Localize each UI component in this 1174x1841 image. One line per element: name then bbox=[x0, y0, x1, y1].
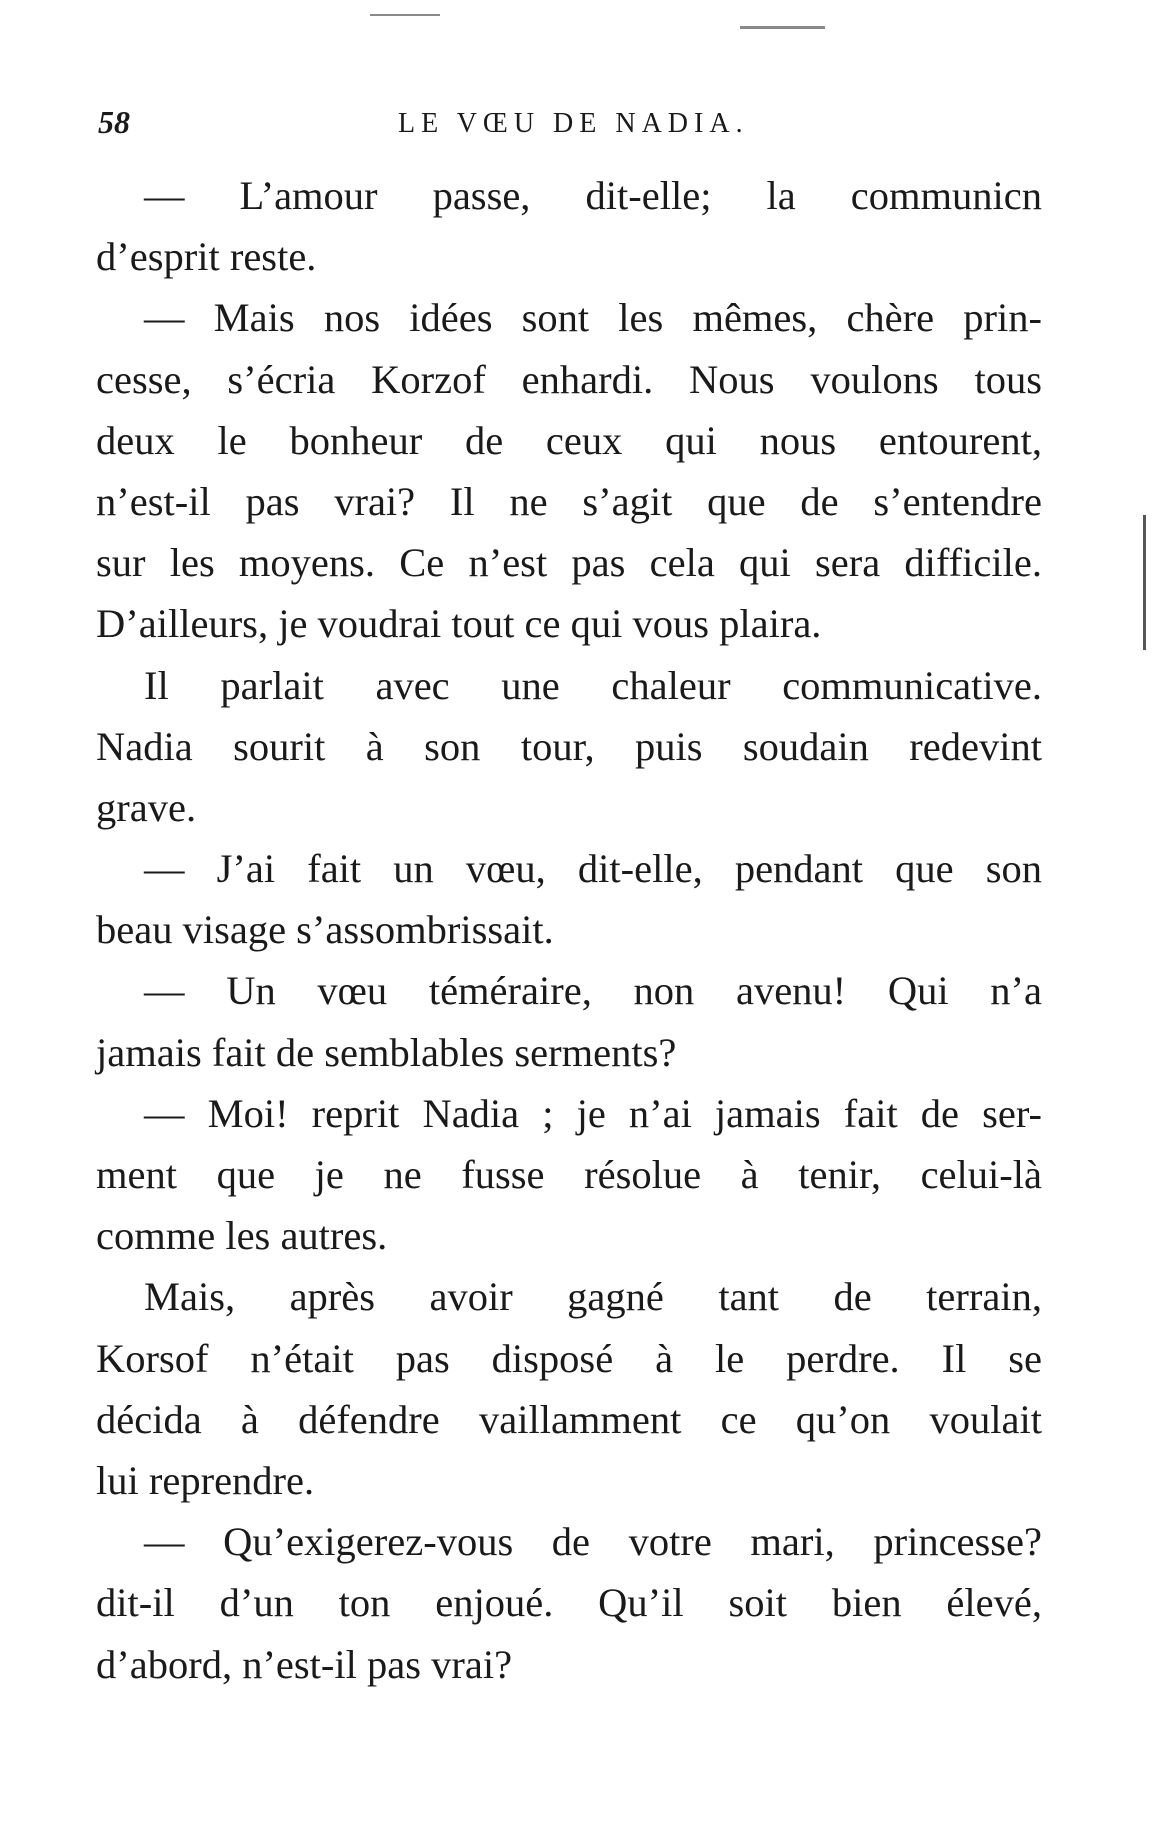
text-line: ment que je ne fusse résolue à tenir, celui-là bbox=[96, 1152, 1042, 1197]
text-line: dit-il d’un ton enjoué. Qu’il soit bien élevé, bbox=[96, 1580, 1042, 1626]
text-line: Mais, après avoir gagné tant de terrain, bbox=[144, 1274, 1042, 1320]
text-line: sur les moyens. Ce n’est pas cela qui sera difficile. bbox=[96, 540, 1042, 586]
text-line: décida à défendre vaillamment ce qu’on voulait bbox=[96, 1396, 1042, 1442]
text-line: D’ailleurs, je voudrai tout ce qui vous plaira. bbox=[96, 601, 822, 647]
body-text bbox=[96, 165, 1042, 1695]
page-header bbox=[98, 104, 998, 144]
running-title: LE VŒU DE NADIA. bbox=[398, 108, 749, 139]
text-line: — Un vœu téméraire, non avenu! Qui n’a bbox=[144, 968, 1042, 1014]
text-line: — Moi! reprit Nadia ; je n’ai jamais fait de ser- bbox=[144, 1090, 1042, 1136]
text-line: Nadia sourit à son tour, puis soudain redevint bbox=[96, 723, 1042, 769]
text-line: grave. bbox=[96, 784, 197, 830]
text-line: jamais fait de semblables serments? bbox=[96, 1029, 677, 1075]
page-number: 58 bbox=[98, 104, 130, 140]
text-line: — Qu’exigerez-vous de votre mari, princesse? bbox=[144, 1519, 1042, 1565]
text-line: Il parlait avec une chaleur communicative. bbox=[144, 662, 1042, 708]
text-line: d’esprit reste. bbox=[96, 234, 317, 280]
text-line: — L’amour passe, dit-elle; la communicn bbox=[144, 173, 1042, 218]
text-line: comme les autres. bbox=[96, 1213, 388, 1259]
text-line: cesse, s’écria Korzof enhardi. Nous voulons tous bbox=[96, 356, 1042, 402]
text-line: deux le bonheur de ceux qui nous entourent, bbox=[96, 417, 1042, 463]
scan-edge-mark bbox=[1143, 515, 1146, 650]
text-line: n’est-il pas vrai? Il ne s’agit que de s’entendre bbox=[96, 478, 1042, 524]
scan-speck bbox=[370, 14, 440, 16]
scan-speck bbox=[740, 26, 825, 29]
text-line: lui reprendre. bbox=[96, 1457, 315, 1503]
text-line: Korsof n’était pas disposé à le perdre. Il se bbox=[96, 1335, 1042, 1381]
text-line: — Mais nos idées sont les mêmes, chère prin- bbox=[144, 295, 1042, 341]
text-line: — J’ai fait un vœu, dit-elle, pendant que son bbox=[144, 846, 1042, 892]
text-line: beau visage s’assombrissait. bbox=[96, 907, 554, 953]
text-line: d’abord, n’est-il pas vrai? bbox=[96, 1641, 513, 1687]
